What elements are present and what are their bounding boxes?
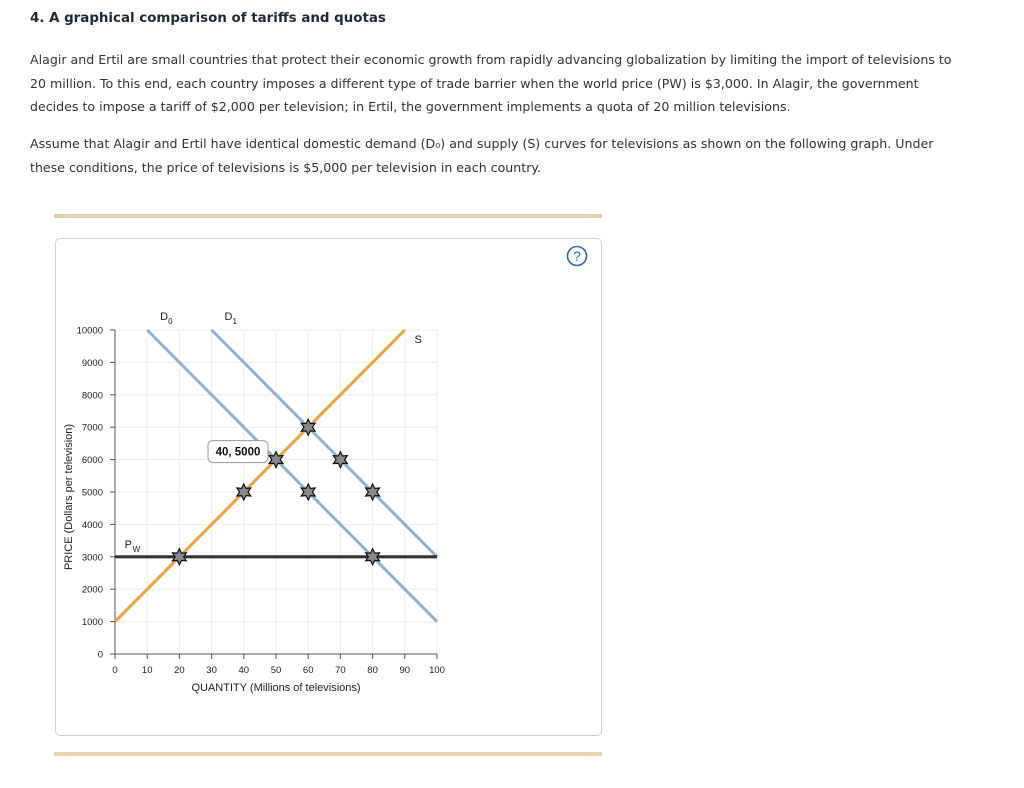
x-tick-label: 50 — [270, 665, 282, 676]
curve-label-sub-d1: 1 — [232, 317, 237, 326]
bottom-divider — [54, 752, 602, 756]
question-title: 4. A graphical comparison of tariffs and quotas — [30, 11, 386, 26]
x-tick-label: 10 — [141, 665, 153, 676]
y-tick-label: 4000 — [81, 519, 103, 531]
x-axis-label: QUANTITY (Millions of televisions) — [191, 682, 361, 694]
annotation — [208, 441, 268, 463]
question-paragraph-2: Assume that Alagir and Ertil have identical domestic demand (D₀) and supply (S) curves for televisions as shown on the following graph. Under these conditions, the price of televisions is $5,000 per television in each country. — [30, 136, 934, 175]
x-tick-label: 20 — [174, 665, 185, 676]
curve-label-s: S — [414, 333, 422, 346]
curve-label-pw: P — [124, 538, 133, 551]
x-tick-label: 0 — [112, 665, 118, 676]
y-axis-label: PRICE (Dollars per television) — [63, 423, 75, 571]
y-tick-label: 9000 — [81, 357, 103, 369]
y-tick-label: 7000 — [81, 422, 103, 434]
x-tick-label: 70 — [335, 665, 346, 676]
y-tick-label: 5000 — [81, 487, 103, 499]
series-line-s[interactable] — [115, 330, 405, 622]
x-tick-label: 80 — [367, 665, 378, 676]
y-tick-label: 8000 — [81, 390, 103, 402]
y-tick-label: 3000 — [81, 552, 103, 564]
y-tick-label: 2000 — [81, 584, 103, 596]
svg-text:?: ? — [573, 248, 581, 264]
x-tick-label: 40 — [238, 665, 250, 676]
y-tick-label: 0 — [97, 649, 103, 661]
x-tick-label: 100 — [429, 665, 445, 676]
grid — [115, 330, 437, 654]
curve-label-sub-pw: W — [132, 544, 141, 554]
series-line-d0[interactable] — [147, 330, 437, 622]
y-tick-label: 6000 — [81, 455, 103, 467]
axes — [63, 326, 445, 695]
curve-label-sub-d0: 0 — [168, 317, 173, 326]
question-paragraph-1: Alagir and Ertil are small countries that protect their economic growth from rapidly advancing globalization by limiting the import of televisions to 20 million. To this end, each country imposes a different type of trade barrier when the world price (PW) is $3,000. In Alagir, the government decides to impose a tariff of $2,000 per television; in Ertil, the government implements a quota of 20 million televisions. — [30, 52, 952, 114]
curve-label-d1: D — [224, 311, 233, 323]
x-tick-label: 90 — [399, 665, 411, 676]
curve-label-d0: D — [160, 311, 169, 323]
y-tick-label: 1000 — [81, 617, 103, 629]
x-tick-label: 30 — [206, 665, 217, 676]
y-tick-label: 10000 — [76, 325, 103, 337]
curve-labels — [125, 311, 422, 554]
annotation-text: 40, 5000 — [215, 446, 261, 459]
x-tick-label: 60 — [302, 665, 314, 676]
